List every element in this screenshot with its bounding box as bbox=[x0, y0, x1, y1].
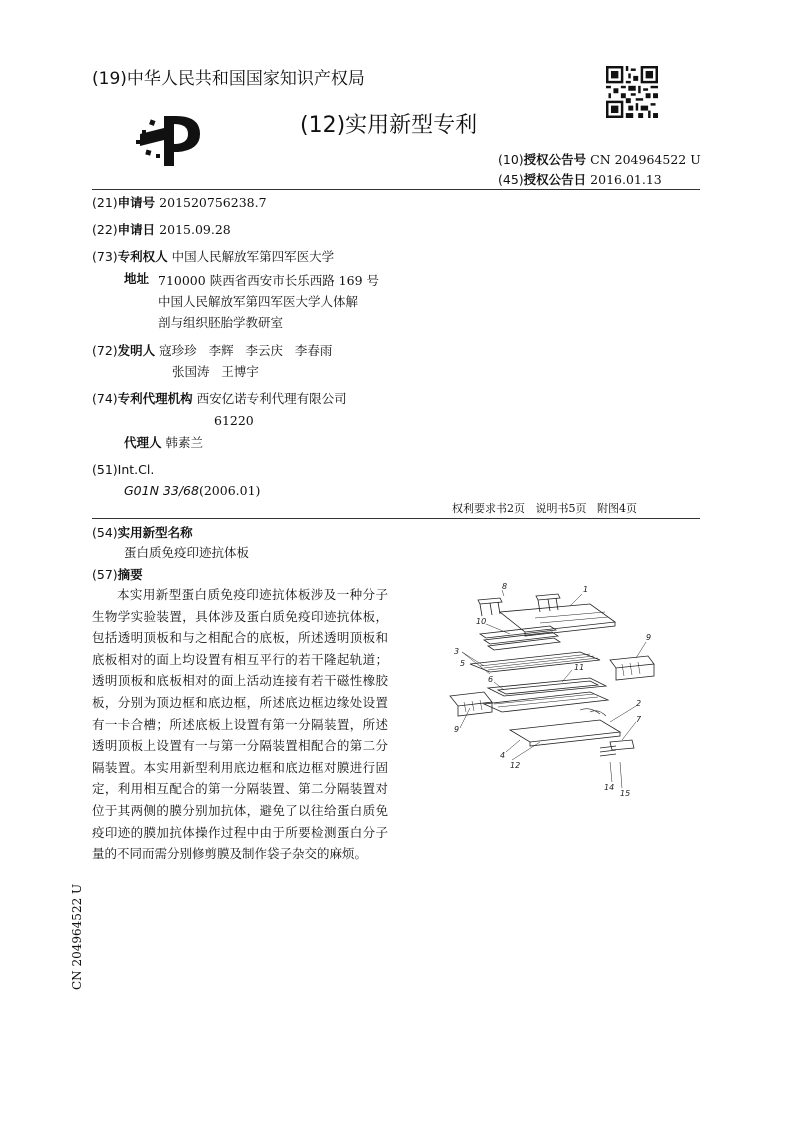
doc-type bbox=[300, 108, 477, 139]
inventors-row bbox=[92, 342, 332, 360]
doc-type-name: 实用新型专利 bbox=[345, 113, 478, 138]
doc-type-code: (12) bbox=[300, 113, 346, 138]
figure-label: 12 bbox=[510, 761, 521, 770]
ipc-version: (2006.01) bbox=[198, 483, 261, 498]
holder-code: (73) bbox=[92, 249, 118, 264]
biblio-divider bbox=[92, 518, 700, 519]
agent: 韩素兰 bbox=[165, 435, 204, 450]
publication-date-row bbox=[498, 170, 662, 188]
ipc-row bbox=[92, 461, 154, 479]
figure-label: 2 bbox=[636, 699, 642, 708]
title-code: (54) bbox=[92, 525, 118, 540]
header-divider bbox=[92, 189, 700, 190]
app-no-label: 申请号 bbox=[117, 195, 156, 210]
figure-label: 5 bbox=[460, 659, 466, 668]
figure-label: 3 bbox=[454, 647, 460, 656]
figure-label: 9 bbox=[646, 633, 652, 642]
office-code: (19) bbox=[92, 69, 127, 89]
title-label: 实用新型名称 bbox=[117, 525, 193, 540]
abstract-text: 本实用新型蛋白质免疫印迹抗体板涉及一种分子生物学实验装置，具体涉及蛋白质免疫印迹抗体板，包括透明顶板和与之相配合的底板，所述透明顶板和底板相对的面上均设置有相互平行的若干隆起轨道；透明顶板和底板相对的面上活动连接有若干磁性橡胶板，分别为顶边框和底边框，所述底边框边缘处设置有一卡合槽；所述底板上设置有第一分隔装置，所述透明顶板上设置有一与第一分隔装置相配合的第二分隔装置。本实用新型利用底边框和底边框对膜进行固定，利用相互配合的第一分隔装置、第二分隔装置对位于其两侧的膜分别加抗体，避免了以往给蛋白质免疫印迹的膜加抗体操作过程中由于所要检测蛋白分子量的不同而需分别修剪膜及制作袋子杂交的麻烦。 bbox=[92, 587, 388, 862]
inventors-line: 张国涛 王博宇 bbox=[172, 364, 259, 379]
ipc-class-row bbox=[124, 482, 260, 500]
app-date-label: 申请日 bbox=[117, 222, 156, 237]
figure-label: 6 bbox=[488, 675, 494, 684]
app-date: 2015.09.28 bbox=[159, 222, 231, 237]
holder-label: 专利权人 bbox=[117, 249, 168, 264]
agency-label: 专利代理机构 bbox=[117, 391, 193, 406]
pub-date-code: (45) bbox=[498, 172, 524, 187]
holder: 中国人民解放军第四军医大学 bbox=[171, 249, 335, 264]
pub-number-label: 授权公告号 bbox=[523, 152, 587, 167]
app-date-code: (22) bbox=[92, 222, 118, 237]
inventors-label: 发明人 bbox=[117, 343, 156, 358]
address-line: 剖与组织胚胎学教研室 bbox=[158, 315, 284, 330]
application-number-row bbox=[92, 194, 267, 212]
qr-code-icon bbox=[606, 66, 658, 118]
office-name: 中华人民共和国国家知识产权局 bbox=[126, 69, 365, 89]
figure-label: 1 bbox=[583, 585, 589, 594]
abstract-heading bbox=[92, 566, 143, 584]
app-no-code: (21) bbox=[92, 195, 118, 210]
figure-label: 8 bbox=[502, 582, 508, 591]
address-line: 710000 陕西省西安市长乐西路 169 号 bbox=[158, 273, 379, 288]
figure-label: 7 bbox=[636, 715, 642, 724]
app-no: 201520756238.7 bbox=[159, 195, 267, 210]
address-block bbox=[158, 270, 379, 333]
sipo-logo-icon bbox=[130, 110, 204, 168]
agency-code: (74) bbox=[92, 391, 118, 406]
exploded-view-figure bbox=[440, 582, 670, 802]
pub-number: CN 204964522 U bbox=[590, 152, 701, 167]
figure-label: 15 bbox=[620, 789, 631, 798]
ipc-class: G01N 33/68 bbox=[124, 483, 199, 498]
office-header bbox=[92, 64, 365, 89]
ipc-label: Int.Cl. bbox=[117, 462, 155, 477]
address-line: 中国人民解放军第四军医大学人体解 bbox=[158, 294, 359, 309]
address-label: 地址 bbox=[124, 271, 150, 286]
inventors-line: 寇珍珍 李辉 李云庆 李春雨 bbox=[159, 343, 333, 358]
publication-number-row bbox=[498, 150, 701, 168]
ipc-code: (51) bbox=[92, 462, 118, 477]
application-date-row bbox=[92, 221, 231, 239]
figure-label: 10 bbox=[476, 617, 487, 626]
title-heading bbox=[92, 524, 193, 542]
figure-label: 9 bbox=[454, 725, 460, 734]
abstract-code: (57) bbox=[92, 567, 118, 582]
side-publication-number: CN 204964522 U bbox=[70, 883, 84, 990]
page-counts: 权利要求书2页 说明书5页 附图4页 bbox=[452, 502, 637, 515]
figure-label: 11 bbox=[574, 663, 585, 672]
pub-date: 2016.01.13 bbox=[590, 172, 662, 187]
abstract-label: 摘要 bbox=[117, 567, 143, 582]
patent-holder-row bbox=[92, 248, 334, 266]
utility-model-title: 蛋白质免疫印迹抗体板 bbox=[124, 545, 250, 560]
pub-number-code: (10) bbox=[498, 152, 524, 167]
agent-label: 代理人 bbox=[124, 435, 162, 450]
agent-row bbox=[124, 434, 203, 452]
figure-label: 4 bbox=[500, 751, 506, 760]
agency: 西安亿诺专利代理有限公司 bbox=[196, 391, 347, 406]
figure-label: 14 bbox=[604, 783, 615, 792]
inventors-code: (72) bbox=[92, 343, 118, 358]
pub-date-label: 授权公告日 bbox=[523, 172, 587, 187]
agency-number: 61220 bbox=[214, 413, 254, 428]
agency-row bbox=[92, 390, 347, 408]
